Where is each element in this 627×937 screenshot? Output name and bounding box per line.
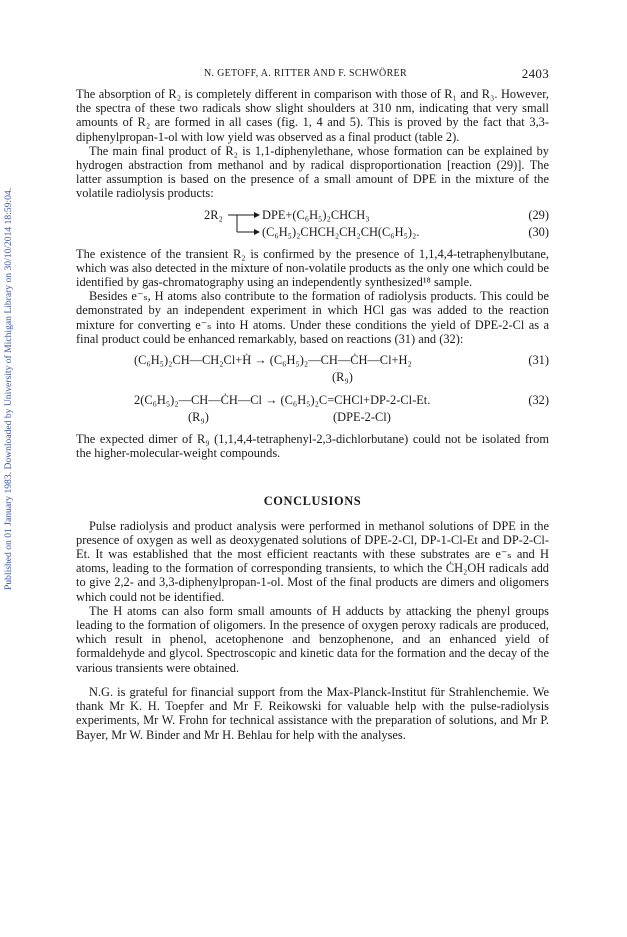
equation-32-label-row	[76, 409, 549, 426]
equation-31-label-row	[76, 369, 549, 386]
paragraph-final-product: The main final product of R₂ is 1,1-diphenylethane, whose formation can be explained by hydrogen abstraction from methanol and by radical disproportionation [reaction (29)]. The latter assumption is based on the presence of a small amount of DPE in the mixture of the volatile radiolysis products:	[76, 143, 549, 201]
equation-30-number: (30)	[528, 224, 549, 239]
download-watermark-text: Published on 01 January 1983. Downloaded by University of Michigan Library on 30/10/2014 18:59:04.	[3, 187, 14, 590]
equation-30	[76, 224, 549, 241]
equation-31-number: (31)	[528, 353, 549, 368]
running-head-authors: N. GETOFF, A. RITTER AND F. SCHWÖRER	[204, 68, 407, 79]
paragraph-conclusions-1: Pulse radiolysis and product analysis were performed in methanol solutions of DPE in the presence of oxygen as well as deoxygenated solutions of DPE-2-Cl, DP-1-Cl-Et and DP-2-Cl-Et. It was established that the most efficient reactants with these substrates are e⁻ₛ and H atoms, leading to the formation of corresponding transients, to which the ĊH₂OH radicals add to give 2,2- and 3,3-diphenylpropan-1-ol. Most of the final products are dimers and oligomers which could not be identified.	[76, 518, 549, 604]
equation-29	[76, 207, 549, 224]
paragraph-acknowledgements: N.G. is grateful for financial support from the Max-Planck-Institut für Strahlenchemie. We thank Mr K. H. Toepfer and Mr F. Reikowski for valuable help with the pulse-radiolysis experiments, Mr W. Frohn for technical assistance with the preparation of solutions, and Mr P. Bayer, Mr W. Binder and Mr H. Behlau for help with the analyses.	[76, 684, 549, 742]
paragraph-transient-r2: The existence of the transient R₂ is confirmed by the presence of 1,1,4,4-tetraphenylbutane, which was also detected in the mixture of non-volatile products as the only one which could be identified by gas-chromatography using an independently synthesized¹⁸ sample.	[76, 246, 549, 290]
equation-32-label-left: (R₉)	[188, 410, 209, 425]
article-body	[76, 87, 549, 742]
page-header	[76, 66, 549, 82]
equation-29-lhs: 2R₂	[204, 207, 223, 222]
equation-31-label: (R₉)	[332, 370, 353, 385]
equation-32-label-right: (DPE-2-Cl)	[333, 410, 391, 425]
download-watermark	[3, 120, 15, 590]
paragraph-h-atoms: Besides e⁻ₛ, H atoms also contribute to the formation of radiolysis products. This could be demonstrated by an independent experiment in which HCl gas was added to the reaction mixture for converting e⁻ₛ into H atoms. Under these conditions the yield of DPE-2-Cl as a final product could be enhanced remarkably, based on reactions (31) and (32):	[76, 289, 549, 346]
equation-30-rhs: (C₆H₅)₂CHCH₂CH₂CH(C₆H₅)₂.	[262, 224, 420, 239]
equation-32	[76, 392, 549, 409]
equation-29-number: (29)	[528, 207, 549, 222]
paragraph-conclusions-2: The H atoms can also form small amounts of H adducts by attacking the phenyl groups leading to the formation of oligomers. In the presence of oxygen peroxy radicals are produced, which result in phenol, acetophenone and benzophenone, and an enhanced yield of formaldehyde and glycol. Spectroscopic and kinetic data for the formation and the decay of the various transients were obtained.	[76, 603, 549, 675]
section-heading-conclusions: CONCLUSIONS	[263, 494, 362, 509]
equation-31-text: (C₆H₅)₂CH—CH₂Cl+Ḣ → (C₆H₅)₂—CH—ĊH—Cl+H₂	[134, 353, 412, 368]
equation-32-number: (32)	[528, 393, 549, 408]
paragraph-dimer: The expected dimer of R₉ (1,1,4,4-tetraphenyl-2,3-dichlorbutane) could not be isolated from the higher-molecular-weight compounds.	[76, 432, 549, 461]
equation-29-rhs: DPE+(C₆H₅)₂CHCH₃	[262, 207, 370, 222]
equation-31	[76, 352, 549, 369]
paragraph-r2-absorption: The absorption of R₂ is completely different in comparison with those of R₁ and R₃. However, the spectra of these two radicals show slight shoulders at 310 nm, indicating that very small amounts of R₂ are formed in all cases (fig. 1, 4 and 5). This is proved by the fact that 3,3-diphenylpropan-1-ol with low yield was observed as a final product (table 2).	[76, 87, 549, 144]
page-number: 2403	[521, 66, 549, 81]
equation-32-text: 2(C₆H₅)₂—CH—ĊH—Cl → (C₆H₅)₂C=CHCl+DP-2-Cl-Et.	[134, 393, 431, 408]
